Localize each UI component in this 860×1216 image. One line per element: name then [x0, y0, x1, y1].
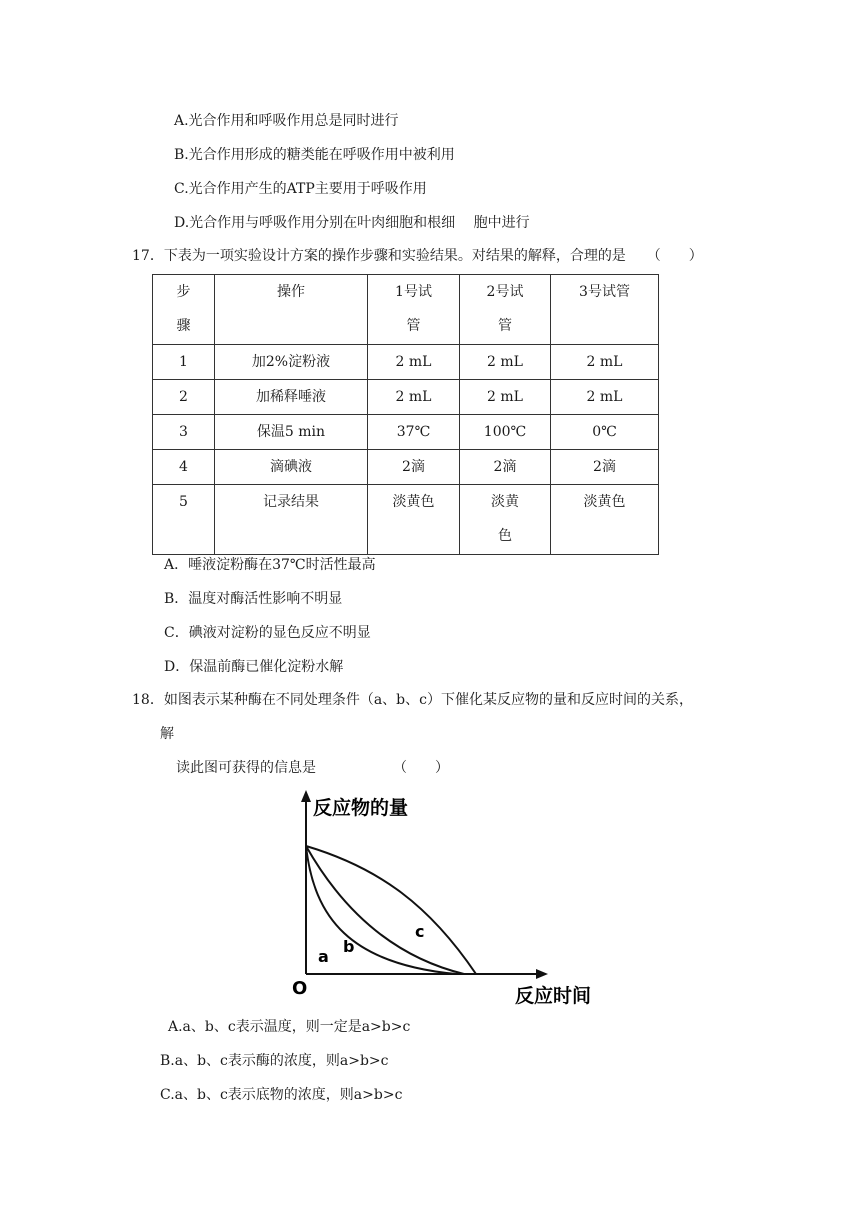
q17-option-c: C．碘液对淀粉的显色反应不明显: [164, 625, 371, 641]
experiment-table: [152, 274, 659, 555]
q18-stem-line2: 解: [160, 726, 174, 742]
table-header-cell: 步骤: [153, 275, 215, 345]
reaction-curve-figure: [280, 788, 610, 1010]
q17-option-a: A．唾液淀粉酶在37℃时活性最高: [164, 557, 376, 573]
table-header-cell: 2号试管: [460, 275, 551, 345]
curve-label-c: c: [415, 922, 425, 941]
table-cell: 2 mL: [460, 380, 551, 415]
curve-label-b: b: [343, 937, 355, 956]
table-cell: 2 mL: [460, 345, 551, 380]
table-cell: 100℃: [460, 415, 551, 450]
q17-stem: 17．下表为一项实验设计方案的操作步骤和实验结果。对结果的解释，合理的是 （ ）: [132, 248, 703, 264]
table-cell: 4: [153, 450, 215, 485]
table-header-cell: 3号试管: [551, 275, 659, 345]
table-cell: 2滴: [460, 450, 551, 485]
q18-stem-line3: 读此图可获得的信息是 （ ）: [176, 760, 449, 776]
table-cell: 记录结果: [215, 485, 368, 555]
x-axis-label: 反应时间: [515, 985, 592, 1007]
table-cell: 2 mL: [368, 380, 460, 415]
table-cell: 保温5 min: [215, 415, 368, 450]
table-cell: 5: [153, 485, 215, 555]
q16-option-c: C.光合作用产生的ATP主要用于呼吸作用: [174, 181, 427, 197]
table-cell: 1: [153, 345, 215, 380]
curve-label-a: a: [318, 947, 329, 966]
table-cell: 加稀释唾液: [215, 380, 368, 415]
table-cell: 2 mL: [551, 345, 659, 380]
table-cell: 淡黄色: [368, 485, 460, 555]
table-row: [153, 415, 659, 450]
table-header-cell: 操作: [215, 275, 368, 345]
q16-option-a: A.光合作用和呼吸作用总是同时进行: [174, 113, 399, 129]
curve-c: [306, 846, 476, 974]
q18-option-b: B.a、b、c表示酶的浓度，则a>b>c: [160, 1053, 389, 1069]
curve-b: [306, 846, 464, 974]
x-axis-arrow-icon: [536, 969, 548, 979]
table-row: [153, 485, 659, 555]
table-cell: 2 mL: [368, 345, 460, 380]
table-row: [153, 380, 659, 415]
table-cell: 3: [153, 415, 215, 450]
table-cell: 37℃: [368, 415, 460, 450]
table-cell: 加2%淀粉液: [215, 345, 368, 380]
table-cell: 2滴: [551, 450, 659, 485]
q18-option-c: C.a、b、c表示底物的浓度，则a>b>c: [160, 1087, 403, 1103]
q18-stem-line1: 18．如图表示某种酶在不同处理条件（a、b、c）下催化某反应物的量和反应时间的关系，: [132, 692, 693, 708]
table-cell: 2滴: [368, 450, 460, 485]
y-axis-label: 反应物的量: [313, 797, 409, 819]
table-cell: 淡黄色: [460, 485, 551, 555]
q18-option-a: A.a、b、c表示温度，则一定是a>b>c: [168, 1019, 411, 1035]
table-cell: 2: [153, 380, 215, 415]
table-cell: 淡黄色: [551, 485, 659, 555]
origin-label: O: [292, 978, 308, 999]
table-header-cell: 1号试管: [368, 275, 460, 345]
table-cell: 2 mL: [551, 380, 659, 415]
q17-option-b: B．温度对酶活性影响不明显: [164, 591, 343, 607]
q16-option-d: D.光合作用与呼吸作用分别在叶肉细胞和根细 胞中进行: [174, 215, 530, 231]
table-row: [153, 450, 659, 485]
table-header-row: [153, 275, 659, 345]
q16-option-b: B.光合作用形成的糖类能在呼吸作用中被利用: [174, 147, 455, 163]
y-axis-arrow-icon: [301, 790, 311, 802]
table-cell: 滴碘液: [215, 450, 368, 485]
table-row: [153, 345, 659, 380]
q17-option-d: D．保温前酶已催化淀粉水解: [164, 659, 344, 675]
table-cell: 0℃: [551, 415, 659, 450]
